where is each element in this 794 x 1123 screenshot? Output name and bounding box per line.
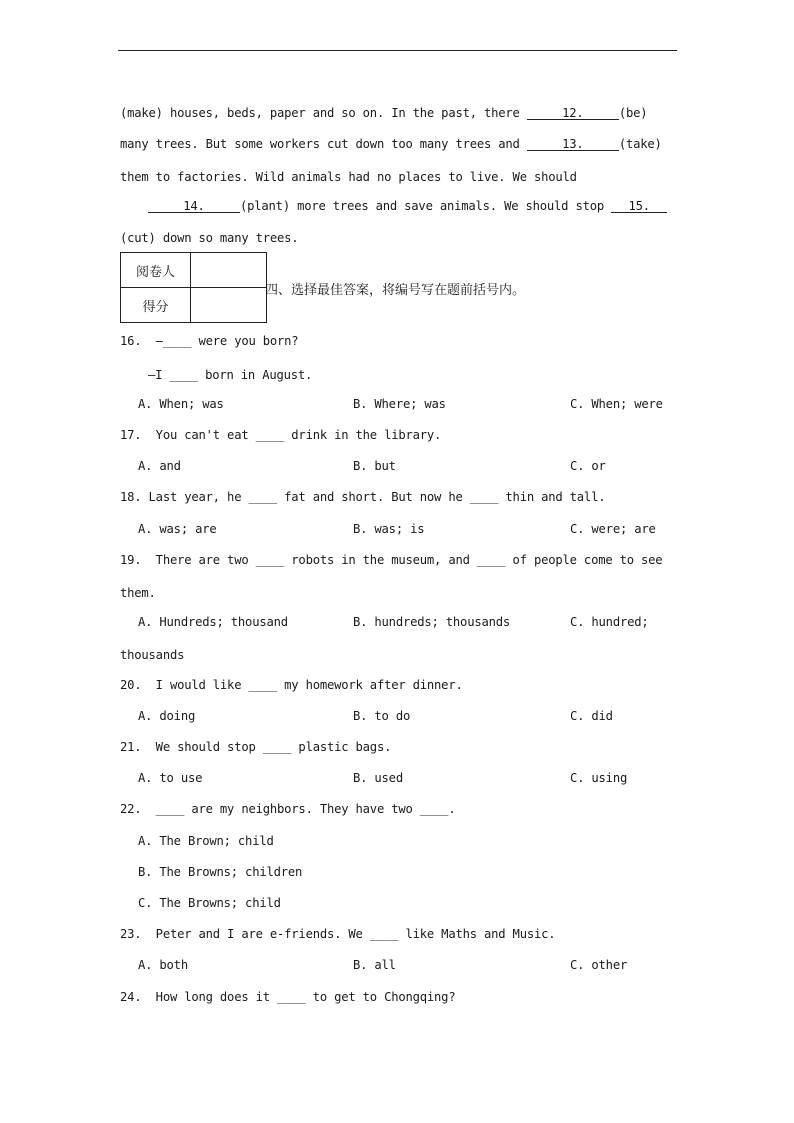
q20-option-a[interactable]: A. doing: [138, 709, 196, 723]
q22-option-b[interactable]: B. The Browns; children: [138, 865, 303, 879]
question-18: 18. Last year, he ____ fat and short. But now he ____ thin and tall.: [120, 490, 606, 504]
passage-line-4: [148, 199, 667, 213]
passage-line-2: [120, 137, 662, 151]
passage-text: many trees. But some workers cut down too many trees and: [120, 137, 527, 151]
q23-option-b[interactable]: B. all: [353, 958, 396, 972]
q18-option-c[interactable]: C. were; are: [570, 522, 656, 536]
reviewer-cell[interactable]: [191, 253, 267, 288]
q19-option-c-cont: thousands: [120, 648, 185, 662]
q21-option-a[interactable]: A. to use: [138, 771, 203, 785]
question-22: 22. ____ are my neighbors. They have two ____.: [120, 802, 456, 816]
question-19: 19. There are two ____ robots in the museum, and ____ of people come to see: [120, 553, 663, 567]
blank-15: 15.: [611, 200, 667, 213]
q18-option-b[interactable]: B. was; is: [353, 522, 425, 536]
question-16: 16. —____ were you born?: [120, 334, 299, 348]
q19-option-b[interactable]: B. hundreds; thousands: [353, 615, 511, 629]
q16-option-b[interactable]: B. Where; was: [353, 397, 446, 411]
q22-option-a[interactable]: A. The Brown; child: [138, 834, 274, 848]
q17-option-c[interactable]: C. or: [570, 459, 606, 473]
reviewer-label: 阅卷人: [121, 253, 191, 288]
blank-13: 13.: [527, 138, 619, 151]
section-title: 四、选择最佳答案，将编号写在题前括号内。: [265, 283, 526, 298]
blank-12: 12.: [527, 107, 619, 120]
question-20: 20. I would like ____ my homework after dinner.: [120, 678, 463, 692]
blank-14: 14.: [148, 200, 240, 213]
q21-option-c[interactable]: C. using: [570, 771, 628, 785]
score-table: [120, 252, 267, 323]
question-23: 23. Peter and I are e-friends. We ____ like Maths and Music.: [120, 927, 556, 941]
q22-option-c[interactable]: C. The Browns; child: [138, 896, 281, 910]
q18-option-a[interactable]: A. was; are: [138, 522, 217, 536]
passage-hint: (be): [618, 106, 648, 120]
passage-line-1: [120, 106, 647, 120]
q16-option-c[interactable]: C. When; were: [570, 397, 663, 411]
passage-line-5: (cut) down so many trees.: [120, 231, 299, 245]
q20-option-c[interactable]: C. did: [570, 709, 613, 723]
passage-text: (plant) more trees and save animals. We should stop: [240, 199, 612, 213]
q23-option-c[interactable]: C. other: [570, 958, 628, 972]
q19-option-c[interactable]: C. hundred;: [570, 615, 649, 629]
question-16-answer-line: —I ____ born in August.: [148, 368, 313, 382]
passage-hint: (take): [618, 137, 662, 151]
q19-option-a[interactable]: A. Hundreds; thousand: [138, 615, 288, 629]
score-cell[interactable]: [191, 288, 267, 323]
passage-line-3: them to factories. Wild animals had no places to live. We should: [120, 170, 577, 184]
q21-option-b[interactable]: B. used: [353, 771, 403, 785]
question-21: 21. We should stop ____ plastic bags.: [120, 740, 392, 754]
passage-text: (make) houses, beds, paper and so on. In the past, there: [120, 106, 527, 120]
question-24: 24. How long does it ____ to get to Chongqing?: [120, 990, 456, 1004]
q23-option-a[interactable]: A. both: [138, 958, 188, 972]
question-19-cont: them.: [120, 586, 156, 600]
q20-option-b[interactable]: B. to do: [353, 709, 411, 723]
q17-option-a[interactable]: A. and: [138, 459, 181, 473]
question-17: 17. You can't eat ____ drink in the library.: [120, 428, 442, 442]
header-rule: [118, 50, 677, 51]
q17-option-b[interactable]: B. but: [353, 459, 396, 473]
score-label: 得分: [121, 288, 191, 323]
q16-option-a[interactable]: A. When; was: [138, 397, 224, 411]
